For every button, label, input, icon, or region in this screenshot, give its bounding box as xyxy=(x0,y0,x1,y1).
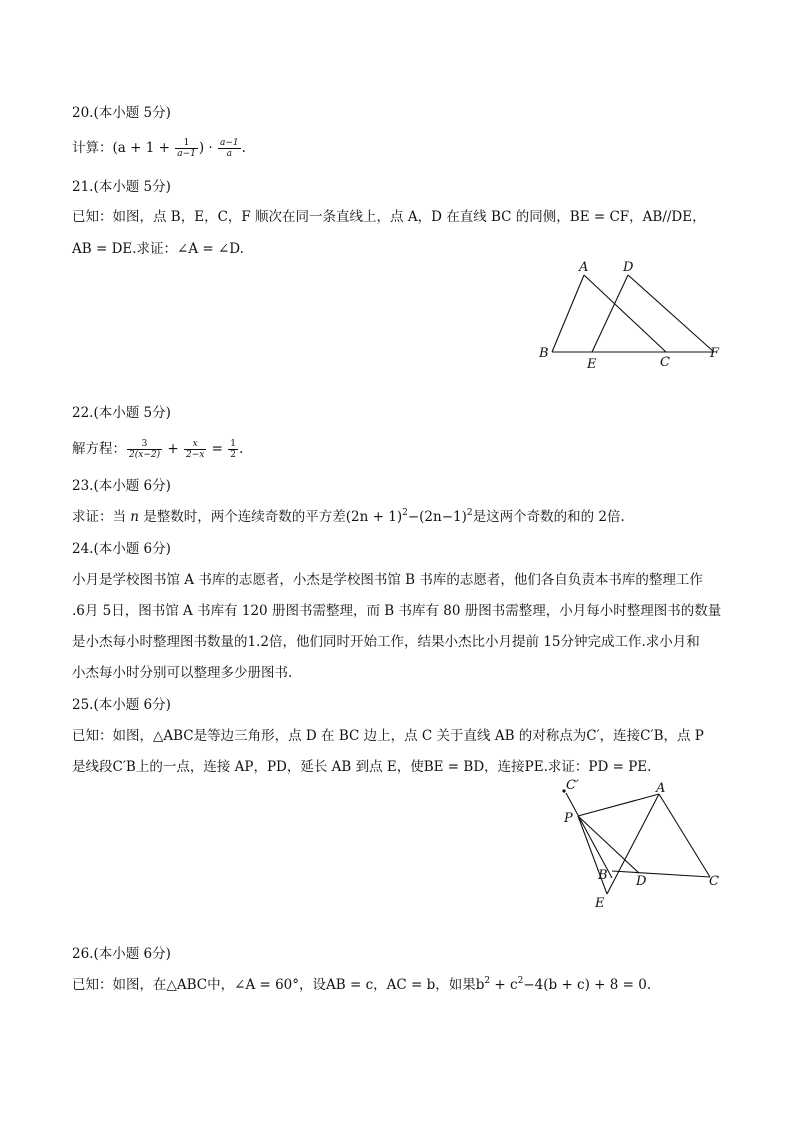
q25-label-E: E xyxy=(595,896,605,911)
q22-header: 22.(本小题 5分) xyxy=(72,405,171,421)
q20-fraction-2 xyxy=(218,138,241,159)
q22-fraction-3 xyxy=(228,439,238,460)
q26-part-b: + c xyxy=(490,977,518,993)
q23-part-d: 是这两个奇数的和的 2倍. xyxy=(472,509,625,525)
q20-frac2-den: a xyxy=(226,149,232,159)
q21-label-E: E xyxy=(587,357,597,372)
q23-part-b: 是整数时，两个连续奇数的平方差(2n + 1) xyxy=(139,509,403,525)
q21-label-F: F xyxy=(710,346,720,361)
q20-header: 20.(本小题 5分) xyxy=(72,105,171,121)
q24-line-3: 是小杰每小时整理图书数量的1.2倍，他们同时开始工作，结果小杰比小月提前 15分钟完成工作.求小月和 xyxy=(72,634,700,650)
q26-part-c: −4(b + c) + 8 = 0. xyxy=(523,977,652,993)
q25-label-C: C xyxy=(709,874,719,889)
q25-line-1: 已知：如图，△ABC是等边三角形，点 D 在 BC 边上，点 C 关于直线 AB 的对称点为C′，连接C′B，点 P xyxy=(72,728,704,744)
q24-header: 24.(本小题 6分) xyxy=(72,541,171,557)
q22-frac1-num: 3 xyxy=(127,439,162,450)
q22-plus: + xyxy=(163,441,183,457)
q25-label-B: B xyxy=(598,868,608,883)
q24-line-2: .6月 5日，图书馆 A 书库有 120 册图书需整理，而 B 书库有 80 册图书需整理，小月每小时整理图书的数量 xyxy=(72,603,722,619)
q23-exponent-1: 2 xyxy=(402,508,408,518)
q22-frac3-num: 1 xyxy=(230,439,236,449)
q20-tail: . xyxy=(241,140,246,156)
q22-frac2-num: x xyxy=(184,439,206,450)
q26-header: 26.(本小题 6分) xyxy=(72,946,171,962)
q22-eq: = xyxy=(207,441,228,457)
q26-exponent-1: 2 xyxy=(484,976,491,986)
q21-line-2: AB = DE.求证：∠A = ∠D. xyxy=(72,241,244,257)
q23-statement xyxy=(72,508,625,526)
q20-frac1-num: 1 xyxy=(175,138,198,149)
q23-part-a: 求证：当 xyxy=(72,509,131,525)
q21-label-B: B xyxy=(539,346,549,361)
q22-frac1-den: 2(x−2) xyxy=(129,450,161,460)
q23-variable-n: n xyxy=(130,509,139,525)
q26-statement xyxy=(72,976,651,994)
q23-exponent-2: 2 xyxy=(466,508,473,518)
q25-line-2: 是线段C′B上的一点，连接 AP，PD，延长 AB 到点 E，使BE = BD，连接PE.求证：PD = PE. xyxy=(72,759,652,775)
q25-figure xyxy=(555,775,730,915)
q21-figure xyxy=(530,255,730,375)
q21-label-C: C xyxy=(660,355,670,370)
q23-header: 23.(本小题 6分) xyxy=(72,478,171,494)
q22-frac3-den: 2 xyxy=(230,450,236,460)
q21-label-D: D xyxy=(623,260,634,275)
q20-mid: ) · xyxy=(198,140,217,156)
q20-frac1-den: a−1 xyxy=(177,149,196,159)
q25-label-Cprime: C′ xyxy=(566,778,579,793)
q21-header: 21.(本小题 5分) xyxy=(72,179,171,195)
q20-frac2-num: a−1 xyxy=(219,138,239,148)
q20-fraction-1 xyxy=(175,138,198,159)
q21-line-1: 已知：如图，点 B，E，C，F 顺次在同一条直线上，点 A，D 在直线 BC 的同侧，BE = CF，AB//DE， xyxy=(72,209,706,225)
q24-line-4: 小杰每小时分别可以整理多少册图书. xyxy=(72,665,293,681)
q23-part-c: −(2n−1) xyxy=(407,509,467,525)
q24-line-1: 小月是学校图书馆 A 书库的志愿者，小杰是学校图书馆 B 书库的志愿者，他们各自负责本书库的整理工作 xyxy=(72,572,703,588)
q22-fraction-2 xyxy=(184,439,206,460)
q22-tail: . xyxy=(238,441,244,457)
q22-equation xyxy=(72,439,243,460)
q25-header: 25.(本小题 6分) xyxy=(72,697,171,713)
q20-lead: 计算：(a + 1 + xyxy=(72,140,175,156)
q22-frac2-den: 2−x xyxy=(186,450,205,460)
q25-label-A: A xyxy=(656,781,666,796)
q21-label-A: A xyxy=(579,260,589,275)
q22-lead: 解方程： xyxy=(72,441,126,457)
q26-exponent-2: 2 xyxy=(517,976,524,986)
q25-label-P: P xyxy=(564,811,573,826)
q26-part-a: 已知：如图，在△ABC中，∠A = 60°，设AB = c，AC = b，如果b xyxy=(72,977,485,993)
q20-expression xyxy=(72,138,246,159)
q25-label-D: D xyxy=(636,874,647,889)
q22-fraction-1 xyxy=(127,439,162,460)
